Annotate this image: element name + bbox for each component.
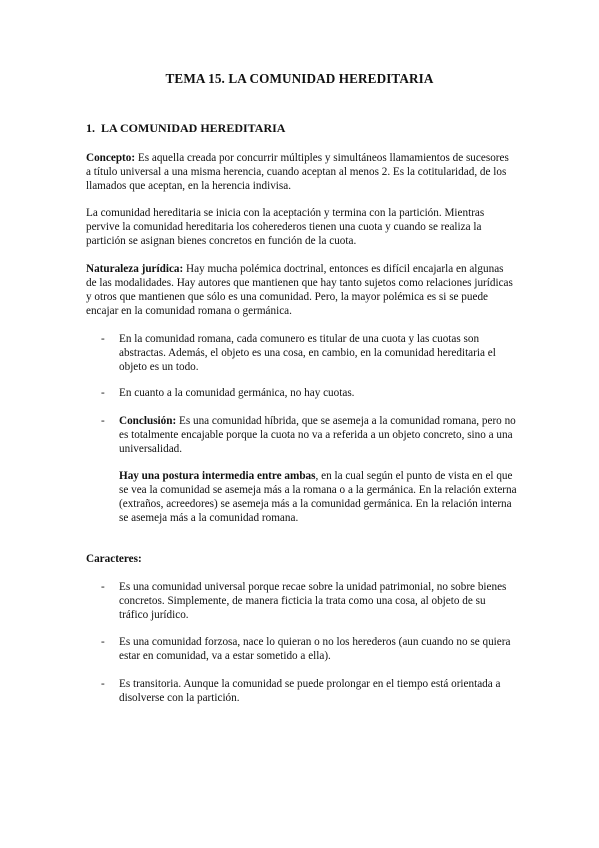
bullet-marker: - (101, 415, 105, 427)
section-heading (86, 121, 285, 135)
concepto-paragraph (86, 151, 516, 193)
section-title: LA COMUNIDAD HEREDITARIA (101, 121, 286, 135)
bullet-marker: - (101, 333, 105, 345)
bullet-marker: - (101, 387, 105, 399)
postura-paragraph (119, 469, 517, 525)
bullet-marker: - (101, 636, 105, 648)
bullet-marker: - (101, 678, 105, 690)
conclusion-label: Conclusión: (119, 415, 177, 427)
list-item-forzosa: Es una comunidad forzosa, nace lo quieran o no los herederos (aun cuando no se quiera estar en comunidad, va a estar sometido a ella). (119, 636, 511, 662)
list-item-universal: Es una comunidad universal porque recae sobre la unidad patrimonial, no sobre bienes concretos. Simplemente, de manera ficticia la trata como una cosa, al objeto de su tráfico jurídico. (119, 581, 507, 621)
concepto-text: Es aquella creada por concurrir múltiples y simultáneos llamamientos de sucesores a título universal a una misma herencia, cuando aceptan al menos 2. Es la cotitularidad, de los llamados que aceptan, en la herencia indivisa. (86, 152, 509, 192)
postura-label: Hay una postura intermedia entre ambas (119, 470, 316, 482)
naturaleza-text: Hay mucha polémica doctrinal, entonces es difícil encajarla en algunas de las modalidades. Hay autores que mantienen que hay tanto sujetos como relaciones jurídicas y otros que mantienen que sólo es una comunidad. Pero, la mayor polémica es si se puede encajar en la comunidad romana o germánica. (86, 263, 513, 317)
caracteres-heading: Caracteres: (86, 553, 142, 565)
concepto-label: Concepto: (86, 152, 136, 164)
postura-text: , en la cual según el punto de vista en el que se vea la comunidad se asemeja más a la romana o a la germánica. En la relación externa (extraños, acreedores) se asemeja más a la comunidad germánica. En la relación interna se asemeja más a la comunidad romana. (119, 470, 517, 524)
inicio-paragraph: La comunidad hereditaria se inicia con la aceptación y termina con la partición. Mientras pervive la comunidad hereditaria los coherederos tienen una cuota y cuando se realiza la partición se asignan bienes concretos en función de la cuota. (86, 207, 485, 247)
list-item-romana: En la comunidad romana, cada comunero es titular de una cuota y las cuotas son abstractas. Además, el objeto es una cosa, en cambio, en la comunidad hereditaria el objeto es un todo. (119, 333, 496, 373)
list-item-conclusion (119, 414, 517, 456)
bullet-marker: - (101, 581, 105, 593)
conclusion-text: Es una comunidad híbrida, que se asemeja a la comunidad romana, pero no es totalmente encajable porque la cuota no va a referida a un objeto concreto, sino a una universalidad. (119, 415, 516, 455)
naturaleza-label: Naturaleza jurídica: (86, 263, 184, 275)
list-item-transitoria: Es transitoria. Aunque la comunidad se puede prolongar en el tiempo está orientada a disolverse con la partición. (119, 678, 501, 704)
list-item-germanica: En cuanto a la comunidad germánica, no hay cuotas. (119, 387, 355, 399)
section-number: 1. (86, 121, 95, 135)
document-title: TEMA 15. LA COMUNIDAD HEREDITARIA (165, 71, 434, 86)
naturaleza-paragraph (86, 262, 516, 318)
